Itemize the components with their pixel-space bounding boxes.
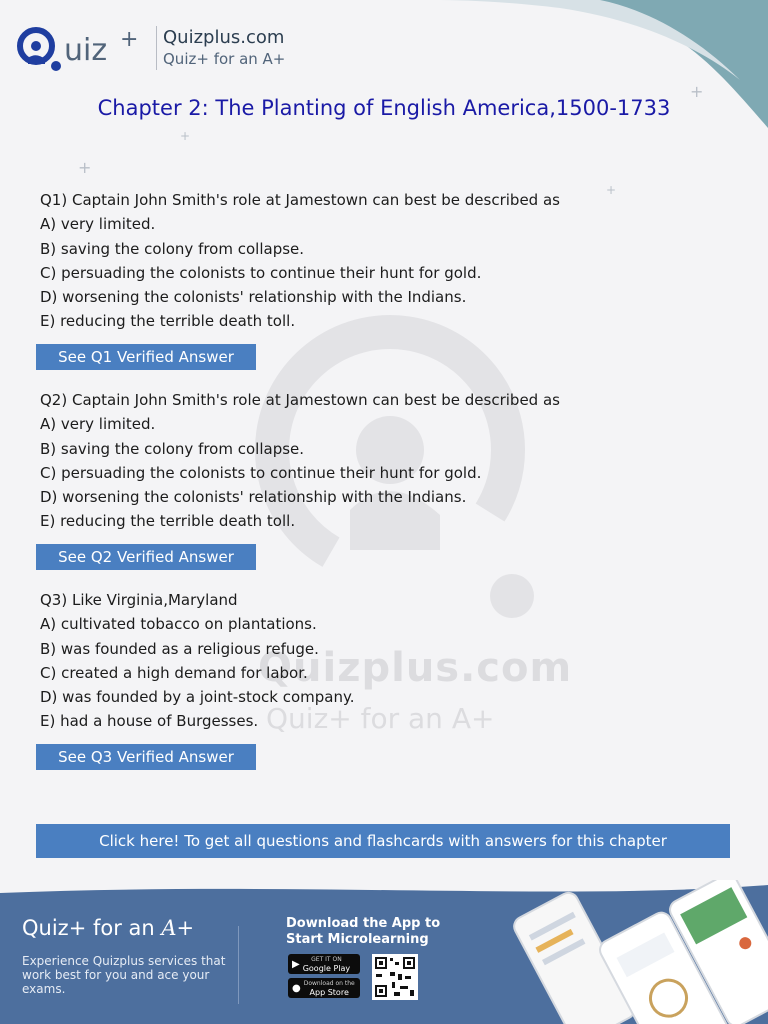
option-d: D) worsening the colonists' relationship with the Indians.	[40, 488, 467, 507]
page-title: Chapter 2: The Planting of English America,1500-1733	[97, 96, 671, 120]
quizplus-logo-icon	[14, 22, 154, 74]
option-b: B) saving the colony from collapse.	[40, 439, 305, 458]
download-app-text: Download the App to Start Microlearning	[286, 916, 441, 947]
option-d: D) was founded by a joint-stock company.	[40, 688, 355, 707]
brand-logo[interactable]	[14, 22, 285, 74]
option-a: A) very limited.	[40, 415, 156, 434]
option-b: B) was founded as a religious refuge.	[40, 639, 319, 658]
footer-brand-grade: A+	[161, 916, 195, 940]
svg-text:uiz: uiz	[64, 33, 108, 68]
option-b: B) saving the colony from collapse.	[40, 239, 305, 258]
question-block-q3	[40, 588, 740, 770]
option-c: C) persuading the colonists to continue their hunt for gold.	[40, 463, 482, 482]
plus-decoration: +	[78, 158, 92, 177]
footer-description: Experience Quizplus services that work best for you and ace your exams.	[22, 954, 226, 996]
plus-decoration: +	[180, 129, 191, 143]
option-e: E) reducing the terrible death toll.	[40, 312, 296, 331]
question-block-q1	[40, 188, 740, 370]
option-c: C) persuading the colonists to continue their hunt for gold.	[40, 263, 482, 282]
see-q1-answer-button[interactable]: See Q1 Verified Answer	[36, 344, 256, 370]
app-phones-illustration	[510, 880, 768, 1024]
watermark-tagline: Quiz+ for an A+	[266, 702, 495, 735]
svg-text:+: +	[120, 27, 139, 52]
get-all-questions-button[interactable]: Click here! To get all questions and flashcards with answers for this chapter	[36, 824, 730, 858]
option-a: A) very limited.	[40, 215, 156, 234]
plus-decoration: +	[606, 183, 617, 197]
plus-decoration: +	[690, 82, 704, 101]
see-q2-answer-button[interactable]: See Q2 Verified Answer	[36, 544, 256, 570]
option-c: C) created a high demand for labor.	[40, 663, 308, 682]
option-e: E) had a house of Burgesses.	[40, 712, 259, 731]
watermark-site-text: Quizplus.com	[258, 645, 573, 691]
footer-brand-text: Quiz+ for an	[22, 916, 162, 940]
question-text: Q3) Like Virginia,Maryland	[40, 591, 238, 609]
footer-brand	[22, 916, 194, 940]
apple-icon: ●	[292, 982, 301, 994]
app-store-label: App Store	[309, 988, 349, 997]
logo-site-name: Quizplus.com	[163, 27, 285, 48]
google-play-badge[interactable]	[288, 954, 360, 974]
google-play-label: Google Play	[302, 964, 351, 973]
question-text: Q2) Captain John Smith's role at Jamestown can best be described as	[40, 391, 560, 409]
app-store-small-text: Download on the	[303, 980, 355, 987]
see-q3-answer-button[interactable]: See Q3 Verified Answer	[36, 744, 256, 770]
google-play-icon: ▶	[292, 958, 300, 970]
app-store-badge[interactable]	[288, 978, 360, 998]
question-text: Q1) Captain John Smith's role at Jamestown can best be described as	[40, 191, 560, 209]
logo-tagline: Quiz+ for an A+	[163, 50, 286, 68]
logo-divider	[156, 26, 157, 70]
option-d: D) worsening the colonists' relationship with the Indians.	[40, 288, 467, 307]
google-play-small-text: GET IT ON	[311, 956, 342, 963]
option-e: E) reducing the terrible death toll.	[40, 512, 296, 531]
question-block-q2	[40, 388, 740, 570]
footer-banner	[0, 880, 768, 1024]
qr-code-icon[interactable]	[372, 954, 418, 1000]
option-a: A) cultivated tobacco on plantations.	[40, 615, 317, 634]
footer-divider	[238, 926, 239, 1004]
